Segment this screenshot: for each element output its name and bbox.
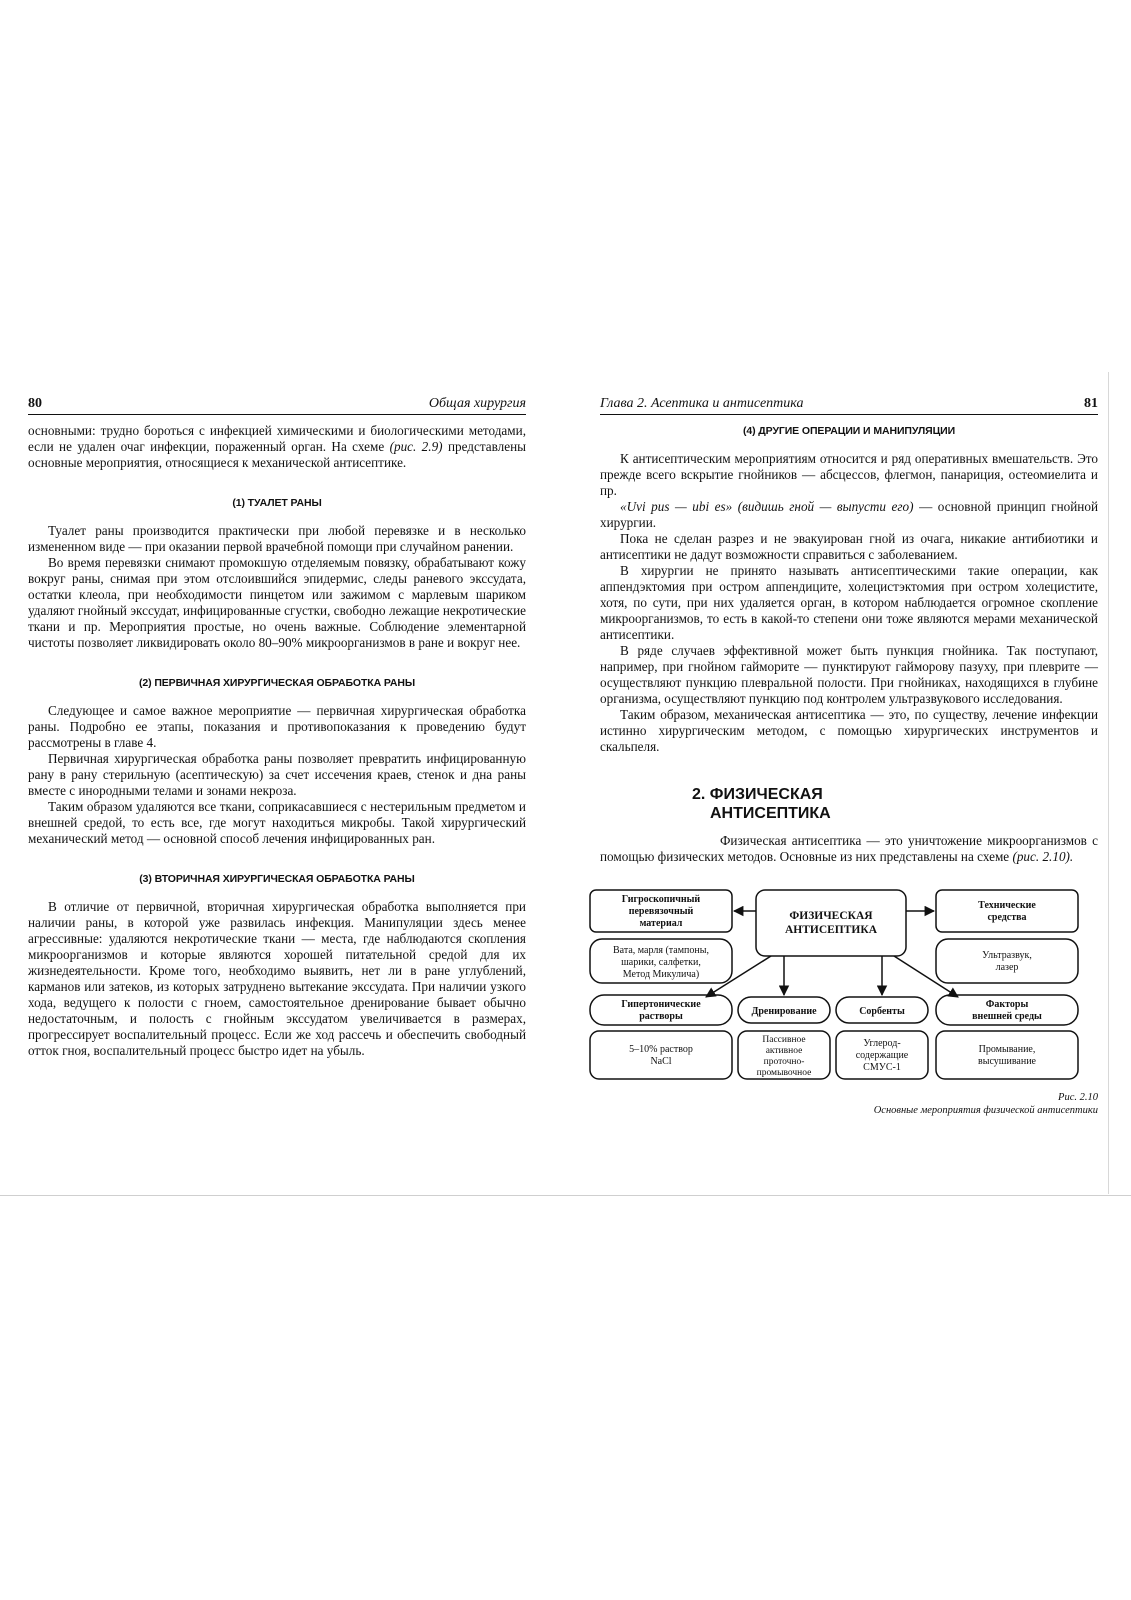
paragraph: Туалет раны производится практически при любой перевязке и в несколько измененном виде — при оказании первой врачебной помощи при случайном ранении.: [28, 523, 526, 554]
paragraph: [600, 499, 1098, 531]
paragraph: Таким образом, механическая антисептика — это, по существу, лечение инфекции истинно хирургическим методом, с помощью хирургических инструментов и скальпеля.: [600, 707, 1098, 754]
diagram-arrow: [706, 956, 771, 997]
diagram-label: Пассивное: [762, 1035, 806, 1045]
text: основными: трудно бороться с инфекцией химическими и биологическими методами, если не удален очаг инфекции, пораженный орган. На схеме: [28, 423, 526, 454]
diagram-label: растворы: [639, 1011, 683, 1022]
diagram-label: активное: [765, 1046, 803, 1056]
text: — основной принцип гнойной хирургии.: [600, 499, 1098, 530]
paragraph: Следующее и самое важное мероприятие — первичная хирургическая обработка раны. Подробно ее этапы, показания и противопоказания к проведению будут рассмотрены в главе 4.: [28, 703, 526, 750]
figure-number: Рис. 2.10: [1058, 1092, 1098, 1103]
page-number: 80: [28, 396, 42, 411]
paragraph: Пока не сделан разрез и не эвакуирован гной из очага, никакие антибиотики и антисептики не дадут возможности справиться с заболеванием.: [600, 531, 1098, 562]
diagram-label: Гигроскопичный: [621, 894, 701, 905]
page-number: 81: [1084, 396, 1098, 411]
figure-caption-text: Основные мероприятия физической антисептики: [873, 1105, 1098, 1116]
paragraph: В хирургии не принято называть антисептическими такие операции, как аппендэктомия при остром аппендиците, холецистэктомия при остром холецистите, хотя, по сути, при них удаляется орган, в котором наблюдается огромное скопление микроорганизмов, то есть в какой-то степени они тоже являются мерами механической антисептики.: [600, 563, 1098, 642]
diagram-box-wash: [936, 1031, 1078, 1079]
right-page-header: [600, 390, 1098, 415]
diagram-label: Углерод-: [863, 1038, 901, 1049]
diagram-label: Гипертонические: [621, 999, 701, 1010]
paragraph: Таким образом удаляются все ткани, соприкасавшиеся с нестерильным предметом и внешней средой, то есть все, где могут находиться микробы. Такой хирургический механический метод — основной способ лечения инфицированных ран.: [28, 799, 526, 846]
diagram-label: Дренирование: [751, 1006, 817, 1017]
left-page: [28, 390, 526, 1059]
diagram-box-tech: [936, 890, 1078, 932]
scan-bottom-edge: [0, 1195, 1131, 1196]
section-title: (2) ПЕРВИЧНАЯ ХИРУРГИЧЕСКАЯ ОБРАБОТКА РАНЫ: [138, 677, 416, 689]
diagram-label: Факторы: [985, 999, 1029, 1010]
diagram-label: содержащие: [855, 1050, 909, 1061]
paragraph: [600, 833, 1098, 865]
diagram-label: средства: [987, 912, 1027, 923]
diagram-box-ultra: [936, 939, 1078, 983]
diagram-label: Промывание,: [978, 1044, 1036, 1055]
diagram-box-center: [756, 890, 906, 956]
heading-line: АНТИСЕПТИКА: [710, 805, 831, 822]
paragraph: Во время перевязки снимают промокшую отделяемым повязку, обрабатывают кожу вокруг раны, снимая при этом отслоившийся эпидермис, следы раневого экссудата, остатки клеола, при необходимости пинцетом или зажимом с марлевым шариком удаляют гнойный экссудат, инфицированные сгустки, свободно лежащие некротические ткани и пр. Мероприятия простые, но очень важные. Соблюдение элементарной чистоты позволяет ликвидировать около 80–90% микроорганизмов в ране и вокруг нее.: [28, 555, 526, 650]
running-title: Глава 2. Асептика и антисептика: [600, 396, 804, 411]
figure-reference: (рис. 2.9): [389, 439, 443, 454]
diagram-label: проточно-: [763, 1057, 805, 1067]
diagram-arrow: [894, 956, 958, 997]
diagram-label: Метод Микулича): [622, 969, 700, 980]
right-page-body: [600, 423, 1098, 865]
page-edge-line: [1108, 372, 1109, 1194]
diagram-label: высушивание: [978, 1056, 1036, 1067]
diagram-label: Вата, марля (тампоны,: [613, 945, 709, 956]
diagram-label: шарики, салфетки,: [621, 957, 701, 968]
diagram-label: перевязочный: [628, 906, 694, 917]
text: Физическая антисептика — это уничтожение микроорганизмов с помощью физических методов. Основные из них представлены на схеме: [600, 833, 1098, 864]
diagram-label: лазер: [995, 962, 1019, 973]
diagram-label: материал: [639, 918, 683, 929]
heading-line: 2. ФИЗИЧЕСКАЯ: [692, 786, 823, 803]
paragraph: Первичная хирургическая обработка раны позволяет превратить инфицированную рану в рану стерильную (асептическую) за счет иссечения краев, стенок и дна раны вместе с инородными телами и зонами некроза.: [28, 751, 526, 798]
diagram-label: внешней среды: [972, 1011, 1042, 1022]
paragraph: К антисептическим мероприятиям относится и ряд оперативных вмешательств. Это прежде всего вскрытие гнойников — абсцессов, флегмон, панариция, остеомиелита и пр.: [600, 451, 1098, 498]
figure-caption: [600, 1091, 1098, 1117]
running-title: Общая хирургия: [428, 396, 526, 411]
diagram-label: промывочное: [756, 1068, 812, 1078]
latin-quote: «Uvi pus — ubi es» (видишь гной — выпусти его): [620, 499, 914, 514]
diagram-label: NaCl: [650, 1056, 672, 1067]
section-title: (3) ВТОРИЧНАЯ ХИРУРГИЧЕСКАЯ ОБРАБОТКА РАНЫ: [139, 873, 415, 885]
section-title: (4) ДРУГИЕ ОПЕРАЦИИ И МАНИПУЛЯЦИИ: [742, 425, 956, 437]
paragraph: [28, 423, 526, 471]
paragraph: В отличие от первичной, вторичная хирургическая обработка выполняется при наличии раны, в которой уже развилась инфекция. Манипуляции здесь менее агрессивные: удаляются некротические ткани — места, где наблюдаются скопления микроорганизмов и которые являются хорошей питательной средой для их жизнедеятельности. Кроме того, необходимо выявить, нет ли в ране углублений, карманов или затеков, из которых затруднено вытекание экссудата. При наличии узкого хода, ведущего к полости с гноем, самостоятельное дренирование бывает обычно недостаточным, и полость с гнойным экссудатом увеличивается в размерах, прогрессирует воспалительный процесс. Если же ход рассечь и обеспечить свободный отток гноя, воспалительный процесс быстро идет на убыль.: [28, 899, 526, 1058]
diagram-label: 5–10% раствор: [629, 1044, 693, 1055]
paragraph: В ряде случаев эффективной может быть пункция гнойника. Так поступают, например, при гнойном гайморите — пунктируют гайморову пазуху, при плеврите — осуществляют пункцию плевральной полости. При гнойниках, находящихся в глубине организма, осуществляют пункцию под контролем ультразвукового исследования.: [600, 643, 1098, 706]
text: представлены основные мероприятия, относящиеся к механической антисептике.: [28, 439, 527, 470]
diagram-label: Сорбенты: [859, 1006, 905, 1017]
chapter-section-heading: [692, 785, 1098, 823]
diagram-label: ФИЗИЧЕСКАЯ: [789, 910, 873, 922]
physical-antisepsis-diagram: [586, 885, 1086, 1085]
diagram-label: АНТИСЕПТИКА: [784, 924, 878, 936]
left-page-body: [28, 423, 526, 1059]
diagram-box-nacl: [590, 1031, 732, 1079]
right-page: [600, 390, 1098, 1117]
diagram-label: Технические: [978, 900, 1036, 911]
left-page-header: [28, 390, 526, 415]
diagram-label: СМУС-1: [863, 1062, 901, 1073]
section-title: (1) ТУАЛЕТ РАНЫ: [232, 497, 322, 509]
figure-reference: (рис. 2.10).: [1012, 849, 1074, 864]
diagram-label: Ультразвук,: [982, 950, 1032, 961]
